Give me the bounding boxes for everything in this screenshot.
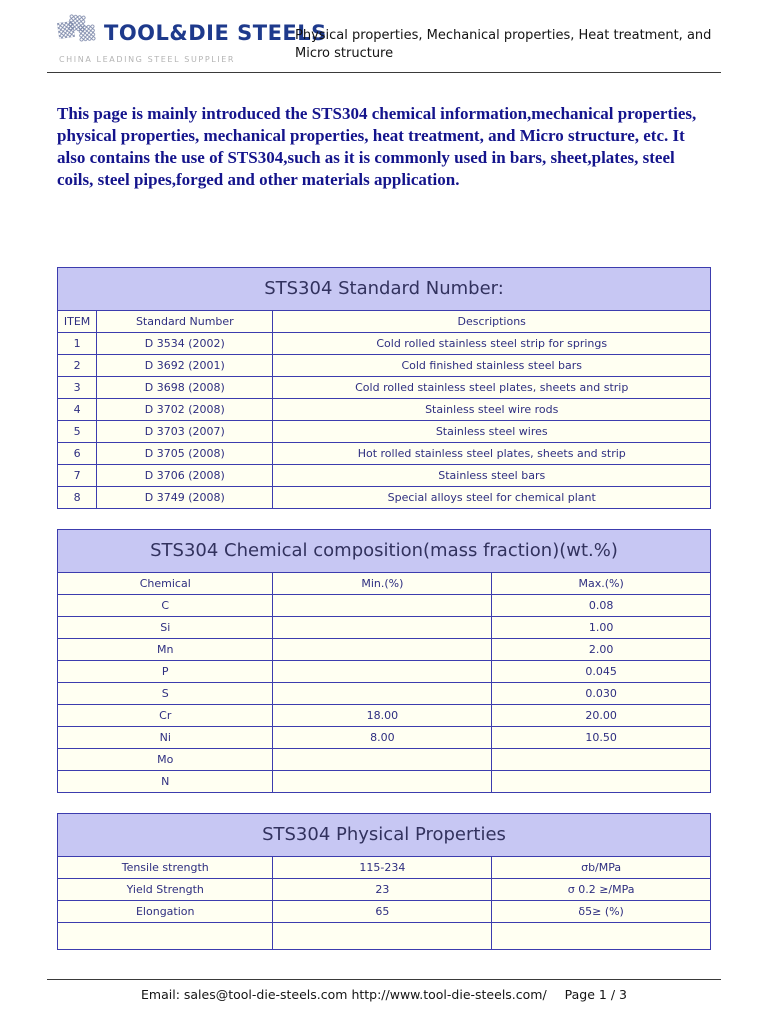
logo-subtitle: CHINA LEADING STEEL SUPPLIER (59, 55, 236, 64)
column-header: Chemical (58, 573, 273, 595)
table-cell: σb/MPa (492, 857, 711, 879)
table-cell: N (58, 771, 273, 793)
table-cell: 0.045 (492, 661, 711, 683)
table-row (58, 923, 711, 950)
table-cell: δ5≥ (%) (492, 901, 711, 923)
table-cell: Stainless steel wires (273, 421, 711, 443)
table-cell (273, 749, 492, 771)
table-cell: Mo (58, 749, 273, 771)
table-cell (273, 617, 492, 639)
table-cell: Stainless steel bars (273, 465, 711, 487)
physical-table-title: STS304 Physical Properties (57, 813, 711, 857)
table-row (58, 661, 711, 683)
table-row (58, 487, 711, 509)
table-cell: 1.00 (492, 617, 711, 639)
footer-page-number: Page 1 / 3 (564, 987, 627, 1002)
table-cell (492, 923, 711, 950)
table-cell: 5 (58, 421, 97, 443)
header-divider (47, 72, 721, 73)
table-cell: D 3702 (2008) (97, 399, 273, 421)
table-cell (58, 923, 273, 950)
page-footer (47, 979, 721, 1002)
table-row (58, 443, 711, 465)
table-cell: 1 (58, 333, 97, 355)
table-cell: 20.00 (492, 705, 711, 727)
table-cell: Special alloys steel for chemical plant (273, 487, 711, 509)
table-cell: Mn (58, 639, 273, 661)
table-row (58, 333, 711, 355)
logo-hatched-squares-icon (57, 13, 97, 53)
table-cell (492, 749, 711, 771)
table-cell: Cold rolled stainless steel plates, sheets and strip (273, 377, 711, 399)
table-cell: 18.00 (273, 705, 492, 727)
table-cell: D 3692 (2001) (97, 355, 273, 377)
table-cell: P (58, 661, 273, 683)
column-header: Min.(%) (273, 573, 492, 595)
table-row (58, 727, 711, 749)
table-row (58, 617, 711, 639)
table-cell: 6 (58, 443, 97, 465)
table-cell: 0.030 (492, 683, 711, 705)
table-cell: Yield Strength (58, 879, 273, 901)
table-cell: D 3703 (2007) (97, 421, 273, 443)
table-row (58, 595, 711, 617)
table-cell: 65 (273, 901, 492, 923)
table-row (58, 399, 711, 421)
column-header: Descriptions (273, 311, 711, 333)
table-cell: D 3698 (2008) (97, 377, 273, 399)
table-cell: 2 (58, 355, 97, 377)
table-cell: D 3534 (2002) (97, 333, 273, 355)
table-cell (273, 923, 492, 950)
page-header (0, 0, 768, 64)
table-cell (273, 661, 492, 683)
table-cell: D 3705 (2008) (97, 443, 273, 465)
table-row (58, 705, 711, 727)
table-cell: Tensile strength (58, 857, 273, 879)
table-cell: 3 (58, 377, 97, 399)
table-cell (492, 771, 711, 793)
table-cell: D 3749 (2008) (97, 487, 273, 509)
table-cell: 8.00 (273, 727, 492, 749)
table-row (58, 879, 711, 901)
chemical-composition-table (57, 572, 711, 793)
table-row (58, 683, 711, 705)
chemical-composition-section (57, 529, 711, 793)
logo-title: TOOL&DIE STEELS (104, 21, 327, 45)
table-cell: Cr (58, 705, 273, 727)
table-row (58, 639, 711, 661)
table-cell (273, 639, 492, 661)
table-cell: Stainless steel wire rods (273, 399, 711, 421)
column-header: ITEM (58, 311, 97, 333)
table-cell: Cold finished stainless steel bars (273, 355, 711, 377)
table-cell: Cold rolled stainless steel strip for springs (273, 333, 711, 355)
table-row (58, 901, 711, 923)
table-cell: Elongation (58, 901, 273, 923)
table-cell: 10.50 (492, 727, 711, 749)
table-row (58, 749, 711, 771)
physical-properties-table (57, 856, 711, 950)
table-row (58, 465, 711, 487)
intro-paragraph: This page is mainly introduced the STS304 chemical information,mechanical properties, physical properties, mechanical properties, heat treatment, and Micro structure, etc. It also contains the use of STS304,such as it is commonly used in bars, sheet,plates, steel coils, steel pipes,forged and other materials application. (57, 104, 697, 190)
table-cell (273, 771, 492, 793)
table-cell: 4 (58, 399, 97, 421)
column-header: Standard Number (97, 311, 273, 333)
standard-number-section (57, 267, 711, 509)
footer-contact: Email: sales@tool-die-steels.com http://www.tool-die-steels.com/ (141, 987, 547, 1002)
table-header-row (58, 573, 711, 595)
header-tagline: Physical properties, Mechanical properties, Heat treatment, and Micro structure (295, 28, 712, 62)
table-cell: S (58, 683, 273, 705)
logo (57, 13, 327, 64)
table-row (58, 857, 711, 879)
table-header-row (58, 311, 711, 333)
column-header: Max.(%) (492, 573, 711, 595)
table-cell: σ 0.2 ≥/MPa (492, 879, 711, 901)
physical-properties-section (57, 813, 711, 950)
table-cell: 23 (273, 879, 492, 901)
table-row (58, 377, 711, 399)
chemical-table-title: STS304 Chemical composition(mass fraction)(wt.%) (57, 529, 711, 573)
table-header-row (58, 311, 711, 333)
table-cell: Si (58, 617, 273, 639)
table-cell: C (58, 595, 273, 617)
table-header-row (58, 573, 711, 595)
standard-number-table (57, 310, 711, 509)
table-cell (273, 683, 492, 705)
standard-table-title: STS304 Standard Number: (57, 267, 711, 311)
table-cell: 7 (58, 465, 97, 487)
table-cell: 0.08 (492, 595, 711, 617)
table-cell: Ni (58, 727, 273, 749)
table-cell: 2.00 (492, 639, 711, 661)
table-cell: 8 (58, 487, 97, 509)
table-row (58, 421, 711, 443)
table-row (58, 355, 711, 377)
table-cell: D 3706 (2008) (97, 465, 273, 487)
table-cell: 115-234 (273, 857, 492, 879)
table-row (58, 771, 711, 793)
table-cell (273, 595, 492, 617)
table-cell: Hot rolled stainless steel plates, sheets and strip (273, 443, 711, 465)
